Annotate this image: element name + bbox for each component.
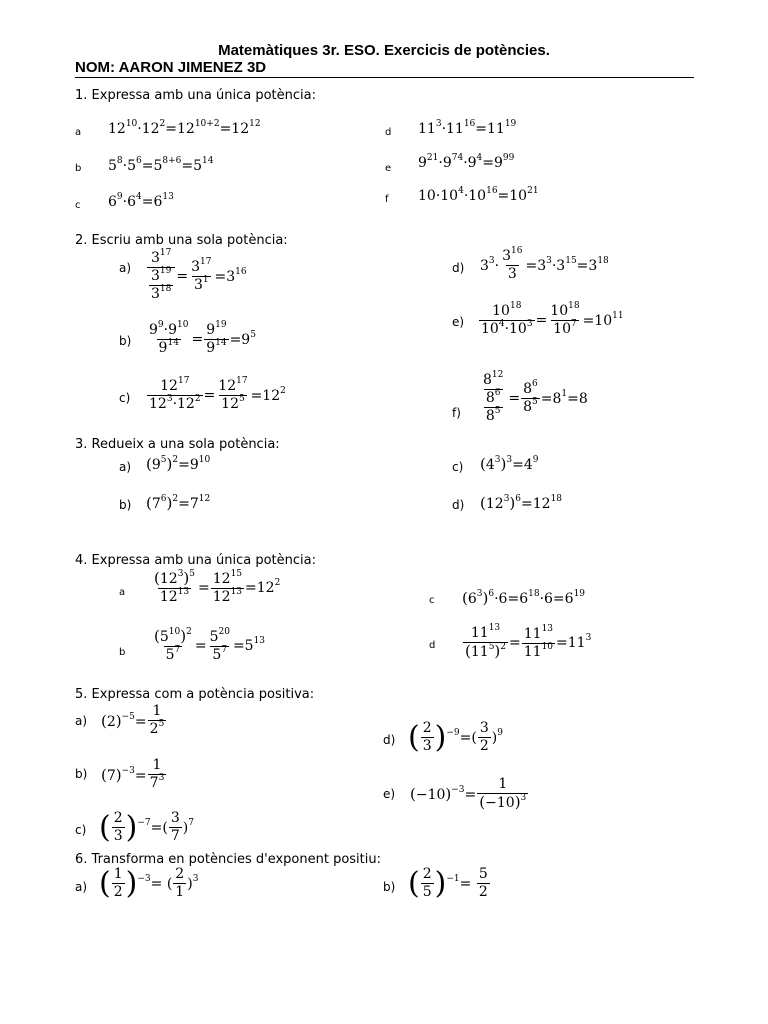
formula-1a: $12^{10}\cdot 12^2=12^{10+2}=12^{12}$: [108, 119, 261, 137]
formula-3c: $(4^3)^3=4^9$: [480, 455, 539, 473]
s2-label-f: f): [452, 406, 461, 420]
header-rule: [75, 77, 694, 78]
s1-label-c: c: [75, 200, 81, 211]
formula-6b: ( $\frac{2}{5}$ )$^{-1}$= $\frac{5}{2}$: [408, 866, 488, 901]
s2-label-e: e): [452, 315, 465, 329]
s5-label-c: c): [75, 823, 87, 837]
student-name: NOM: AARON JIMENEZ 3D: [75, 59, 267, 76]
s3-label-d: d): [452, 498, 465, 512]
formula-3b: $(7^6)^2=7^{12}$: [146, 494, 211, 512]
formula-2b: $\frac{9^9\cdot 9^{10}}{9^{14}}$ = $\frac{9^{19}}{9^{14}}$ $=9^5$: [149, 320, 256, 356]
s2-label-b: b): [119, 334, 132, 348]
formula-5d: ( $\frac{2}{3}$ )$^{-9}$=( $\frac{3}{2}$ )$^9$: [408, 720, 503, 755]
s2-label-a: a): [119, 261, 132, 275]
s2-label-d: d): [452, 261, 465, 275]
formula-2a: $\frac{3^{17}}{\frac{3^{19}}{3^{18}}}$ = $\frac{3^{17}}{3^1}$ $=3^{16}$: [146, 250, 247, 303]
s2-label-c: c): [119, 391, 131, 405]
formula-5e: $(-10)^{-3}=$ $\frac{1}{(-10)^3}$: [410, 776, 527, 811]
formula-4b: $\frac{(5^{10})^2}{5^7}$ = $\frac{5^{20}}{5^7}$ $=5^{13}$: [154, 626, 266, 663]
s4-label-c: c: [429, 595, 435, 606]
formula-3d: $(12^3)^6=12^{18}$: [480, 494, 563, 512]
s6-label-a: a): [75, 880, 88, 894]
s6-label-b: b): [383, 880, 396, 894]
formula-4a: $\frac{(12^3)^5}{12^{13}}$ = $\frac{12^{15}}{12^{13}}$ $=12^2$: [154, 568, 281, 605]
s5-label-a: a): [75, 714, 88, 728]
formula-5b: $(7)^{-3}=$ $\frac{1}{7^3}$: [101, 757, 165, 791]
s4-label-a: a: [119, 587, 126, 598]
formula-1f: $10\cdot 10^4\cdot 10^{16}=10^{21}$: [418, 186, 539, 204]
s1-label-d: d: [385, 127, 392, 138]
s1-label-f: f: [385, 194, 389, 205]
formula-4d: $\frac{11^{13}}{(11^5)^2}$ = $\frac{11^{13}}{11^{10}}$ $=11^3$: [465, 623, 592, 660]
formula-1e: $9^{21}\cdot 9^{74}\cdot 9^4=9^{99}$: [418, 153, 515, 171]
formula-2e: $\frac{10^{18}}{10^4\cdot 10^3}$ = $\frac{10^{18}}{10^7}$ $=10^{11}$: [481, 301, 624, 337]
formula-4c: $(6^3)^6\cdot 6=6^{18}\cdot 6=6^{19}$: [462, 589, 586, 607]
section-4-title: 4. Expressa amb una única potència:: [75, 553, 316, 568]
s1-label-b: b: [75, 163, 82, 174]
s3-label-c: c): [452, 460, 464, 474]
s4-label-b: b: [119, 647, 126, 658]
formula-2d: $3^3\cdot$ $\frac{3^{16}}{3}$ $=3^3\cdot 3^{15}=3^{18}$: [480, 246, 609, 282]
formula-5c: ( $\frac{2}{3}$ )$^{-7}$=( $\frac{3}{7}$ )$^7$: [99, 810, 194, 845]
s4-label-d: d: [429, 640, 436, 651]
formula-6a: ( $\frac{1}{2}$ )$^{-3}$= ( $\frac{2}{1}$ )$^3$: [99, 866, 199, 901]
s3-label-b: b): [119, 498, 132, 512]
s1-label-a: a: [75, 127, 82, 138]
formula-1d: $11^3\cdot 11^{16}=11^{19}$: [418, 119, 517, 137]
section-2-title: 2. Escriu amb una sola potència:: [75, 233, 288, 248]
s5-label-d: d): [383, 733, 396, 747]
s1-label-e: e: [385, 163, 392, 174]
s5-label-e: e): [383, 787, 396, 801]
s5-label-b: b): [75, 767, 88, 781]
s3-label-a: a): [119, 460, 132, 474]
formula-5a: $(2)^{-5}=$ $\frac{1}{2^5}$: [101, 703, 165, 737]
formula-2f: $\frac{\frac{8^{12}}{8^6}}{8^5}$ = $\frac{8^6}{8^5}$ $=8^1=8$: [483, 370, 588, 424]
formula-3a: $(9^5)^2=9^{10}$: [146, 455, 211, 473]
formula-1c: $6^9\cdot 6^4=6^{13}$: [108, 192, 174, 210]
formula-1b: $5^8\cdot 5^6=5^{8+6}=5^{14}$: [108, 156, 214, 174]
section-1-title: 1. Expressa amb una única potència:: [75, 88, 316, 103]
formula-2c: $\frac{12^{17}}{12^3\cdot 12^2}$ = $\frac{12^{17}}{12^5}$ $=12^2$: [149, 376, 286, 412]
section-3-title: 3. Redueix a una sola potència:: [75, 437, 280, 452]
page-title: Matemàtiques 3r. ESO. Exercicis de potències.: [218, 42, 550, 59]
section-5-title: 5. Expressa com a potència positiva:: [75, 687, 315, 702]
section-6-title: 6. Transforma en potències d'exponent positiu:: [75, 852, 381, 867]
